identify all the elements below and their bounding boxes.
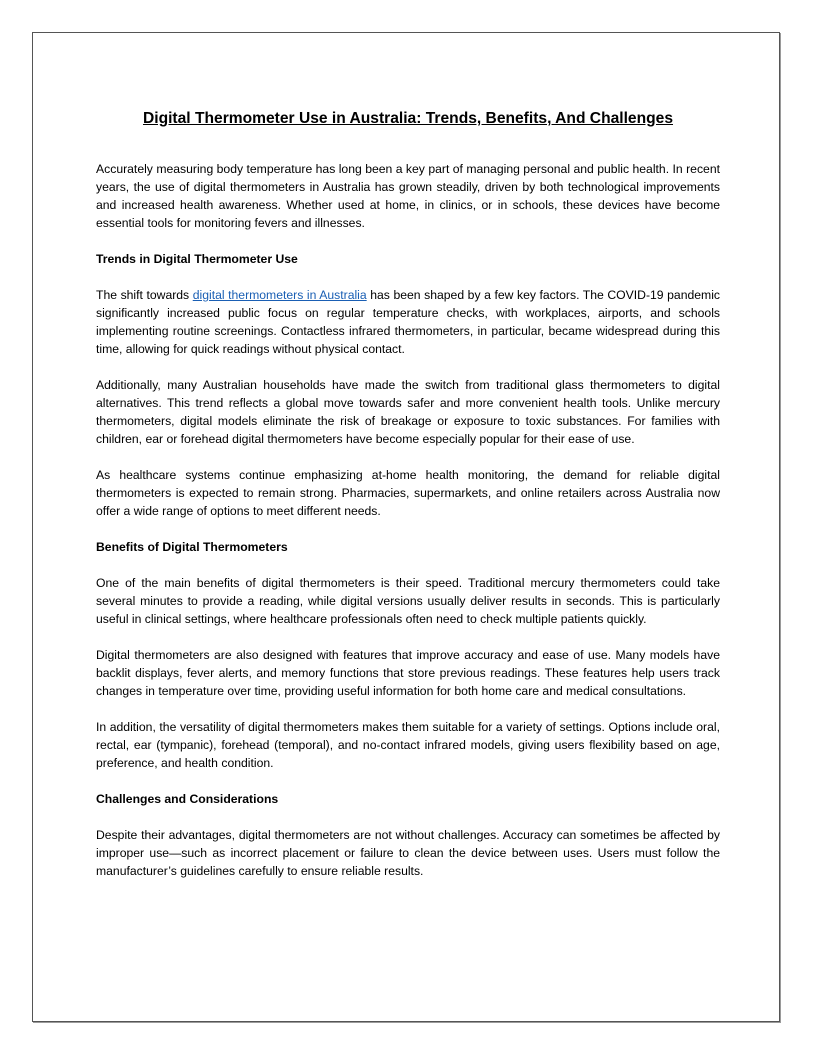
trends-paragraph-1 bbox=[96, 286, 720, 358]
trends-paragraph-3: As healthcare systems continue emphasizing at-home health monitoring, the demand for reliable digital thermometers is expected to remain strong. Pharmacies, supermarkets, and online retailers across Australia now offer a wide range of options to meet different needs. bbox=[96, 468, 720, 518]
trends-paragraph-2: Additionally, many Australian households have made the switch from traditional glass thermometers to digital alternatives. This trend reflects a global move towards safer and more convenient health tools. Unlike mercury thermometers, digital models eliminate the risk of breakage or exposure to toxic substances. For families with children, ear or forehead digital thermometers have become especially popular for their ease of use. bbox=[96, 378, 720, 446]
digital-thermometers-australia-link[interactable]: digital thermometers in Australia bbox=[192, 288, 367, 302]
trends-p1-after-link: has been shaped by a few key factors. The COVID-19 pandemic significantly increased public focus on regular temperature checks, with workplaces, airports, and schools implementing routine screenings. Contactless infrared thermometers, in particular, became widespread during this time, allowing for quick readings without physical contact. bbox=[96, 288, 720, 356]
challenges-heading: Challenges and Considerations bbox=[96, 792, 279, 806]
trends-p1-before-link: The shift towards bbox=[96, 288, 193, 302]
challenges-paragraph-1: Despite their advantages, digital thermometers are not without challenges. Accuracy can sometimes be affected by improper use—such as incorrect placement or failure to clean the device between uses. Users must follow the manufacturer’s guidelines carefully to ensure reliable results. bbox=[96, 828, 720, 878]
benefits-paragraph-3: In addition, the versatility of digital thermometers makes them suitable for a variety of settings. Options include oral, rectal, ear (tympanic), forehead (temporal), and no-contact infrared models, giving users flexibility based on age, preference, and health condition. bbox=[96, 720, 720, 770]
benefits-heading: Benefits of Digital Thermometers bbox=[96, 540, 288, 554]
intro-paragraph: Accurately measuring body temperature has long been a key part of managing personal and public health. In recent years, the use of digital thermometers in Australia has grown steadily, driven by both technological improvements and increased health awareness. Whether used at home, in clinics, or in schools, these devices have become essential tools for monitoring fevers and illnesses. bbox=[96, 162, 720, 230]
document-title: Digital Thermometer Use in Australia: Trends, Benefits, And Challenges bbox=[142, 110, 673, 127]
document-body bbox=[96, 110, 720, 898]
trends-heading: Trends in Digital Thermometer Use bbox=[96, 252, 298, 266]
benefits-paragraph-1: One of the main benefits of digital thermometers is their speed. Traditional mercury thermometers could take several minutes to provide a reading, while digital versions usually deliver results in seconds. This is particularly useful in clinical settings, where healthcare professionals often need to check multiple patients quickly. bbox=[96, 576, 720, 626]
benefits-paragraph-2: Digital thermometers are also designed with features that improve accuracy and ease of use. Many models have backlit displays, fever alerts, and memory functions that store previous readings. These features help users track changes in temperature over time, providing useful information for both home care and medical consultations. bbox=[96, 648, 720, 698]
